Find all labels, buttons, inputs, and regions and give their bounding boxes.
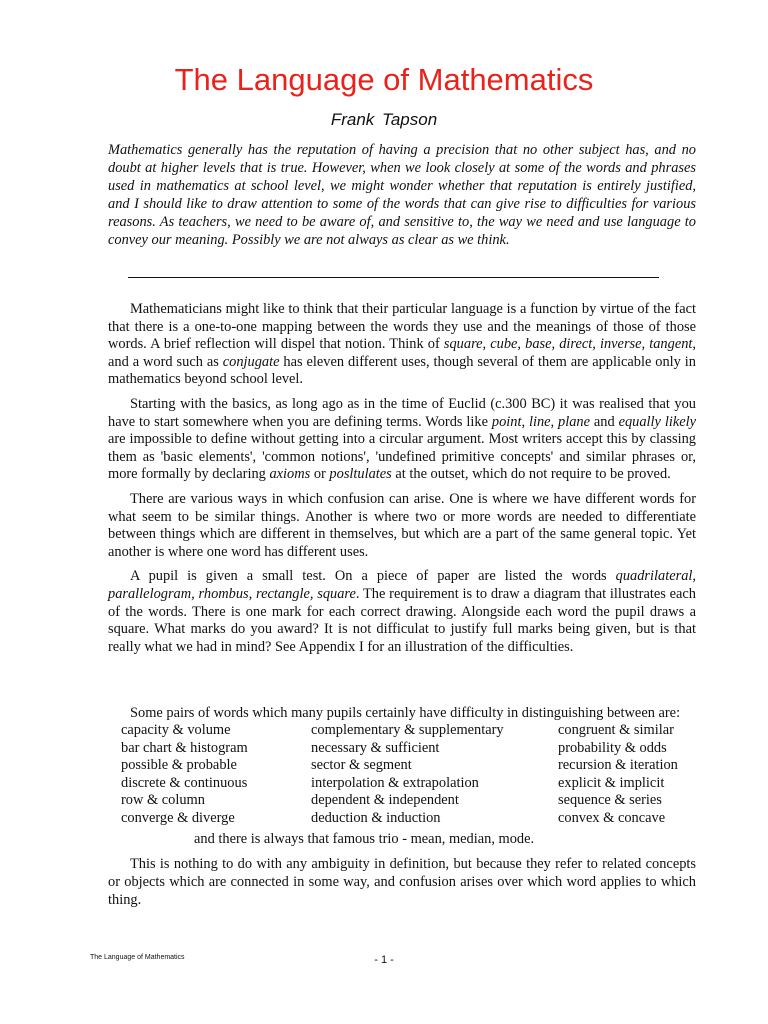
list-item: sector & segment: [311, 757, 412, 773]
author-name: Frank Tapson: [330, 110, 438, 129]
trio-line: and there is always that famous trio - mean, median, mode.: [194, 831, 535, 847]
paragraph-3: There are various ways in which confusion can arise. One is where we have different words for what seem to be similar things. Another is where two or more words are needed to differentiate between things which are different in themselves, but which are a part of the same general topic. Yet another is where one word has different uses.: [108, 490, 696, 560]
list-item: recursion & iteration: [558, 757, 678, 773]
list-item: converge & diverge: [121, 809, 235, 826]
list-item: bar chart & histogram: [121, 739, 248, 756]
list-item: complementary & supplementary: [311, 722, 504, 738]
document-title: The Language of Mathematics: [174, 62, 594, 97]
pairs-column-1: [121, 722, 248, 827]
paragraph-1: Mathematicians might like to think that their particular language is a function by virtue of the fact that there is a one-to-one mapping between the words they use and the meanings of those of those words. A brief reflection will dispel that notion. Think of square, cube, base, direct, inverse, tangent, and a word such as conjugate has eleven different uses, though several of them are applicable only in mathematics beyond school level.: [108, 301, 697, 388]
pairs-intro: Some pairs of words which many pupils certainly have difficulty in distinguishing between are:: [130, 705, 681, 721]
abstract: Mathematics generally has the reputation of having a precision that no other subject has, and no doubt at higher levels that is true. However, when we look closely at some of the words and phrases used in mathematics at school level, we might wonder whether that reputation is entirely justified, and I should like to draw attention to some of the words that can give rise to difficulties for various reasons. As teachers, we need to be aware of, and sensitive to, the way we need and use language to convey our meaning. Possibly we are not always as clear as we think.: [108, 142, 696, 249]
pairs-column-2: [311, 722, 504, 827]
list-item: capacity & volume: [121, 722, 231, 738]
footer-title: The Language of Mathematics: [90, 954, 185, 961]
body-text: [108, 301, 696, 663]
divider-rule: [128, 277, 659, 278]
paragraph-4: A pupil is given a small test. On a piece of paper are listed the words quadrilateral, parallelogram, rhombus, rectangle, square. The requirement is to draw a diagram that illustrates each of the words. There is one mark for each correct drawing. Alongside each word the pupil draws a square. What marks do you award? It is not difficulat to justify full marks being given, but is that really what we had in mind? See Appendix I for an illustration of the difficulties.: [108, 568, 696, 655]
list-item: discrete & continuous: [121, 774, 248, 791]
list-item: convex & concave: [558, 809, 666, 826]
list-item: sequence & series: [558, 792, 662, 808]
list-item: possible & probable: [121, 757, 237, 773]
list-item: row & column: [121, 792, 205, 808]
closing-paragraph: This is nothing to do with any ambiguity in definition, but because they refer to related concepts or objects which are connected in some way, and confusion arises over which word applies to which thing.: [108, 856, 696, 908]
list-item: dependent & independent: [311, 792, 459, 808]
list-item: congruent & similar: [558, 722, 674, 738]
paragraph-2: Starting with the basics, as long ago as in the time of Euclid (c.300 BC) it was realised that you have to start somewhere when you are defining terms. Words like point, line, plane and equally likely are impossible to define without getting into a circular argument. Most writers accept this by classing them as 'basic elements', 'common notions', 'undefined primitive concepts' and similar phrases or, more formally by declaring axioms or posltulates at the outset, which do not require to be proved.: [108, 395, 696, 483]
list-item: probability & odds: [558, 739, 667, 756]
list-item: deduction & induction: [311, 809, 441, 826]
list-item: interpolation & extrapolation: [311, 774, 479, 791]
list-item: explicit & implicit: [558, 774, 665, 791]
list-item: necessary & sufficient: [311, 739, 440, 756]
page-number: - 1 -: [374, 954, 394, 966]
pairs-column-3: [558, 722, 678, 827]
